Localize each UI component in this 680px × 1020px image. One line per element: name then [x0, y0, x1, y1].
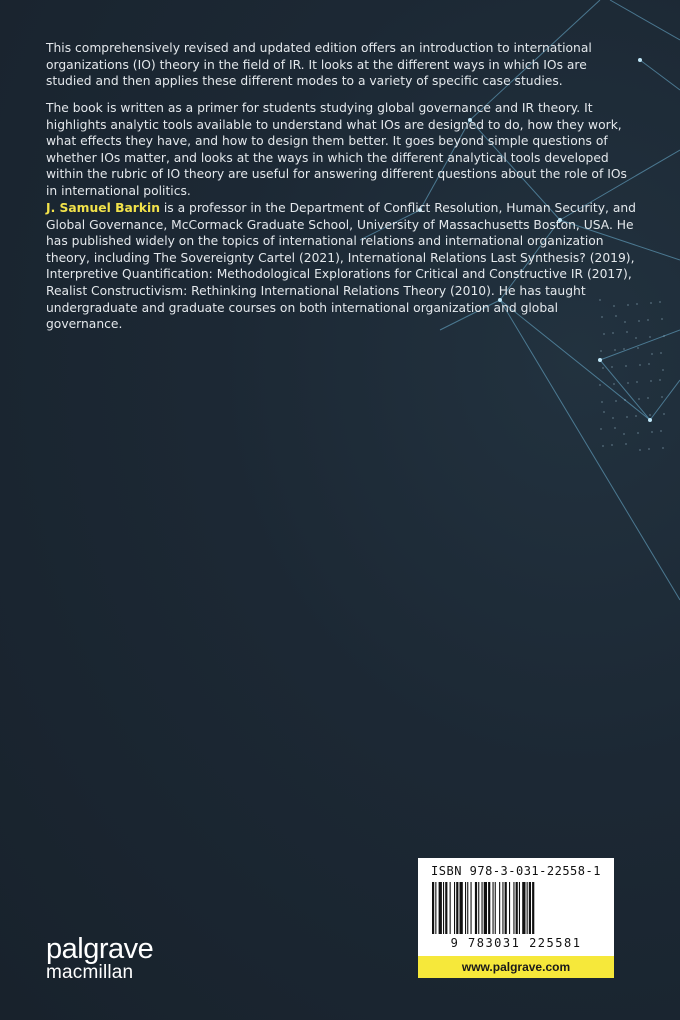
texture-dot	[663, 413, 665, 415]
texture-dot	[600, 428, 602, 430]
barcode-bar	[478, 882, 479, 934]
texture-dot	[612, 417, 614, 419]
network-line	[650, 380, 680, 420]
network-line	[610, 0, 680, 40]
description-paragraph-2: The book is written as a primer for students studying global governance and IR theory. It highlights analytic tools available to understand what IOs are designed to do, how they work, what effects they have, and how to design them better. It goes beyond simple questions of whether IOs matter, and looks at the ways in which the different analytical tools developed within the rubric of IO theory are useful for answering different questions about the role of IOs in international politics.	[46, 101, 627, 198]
texture-dot	[601, 401, 603, 403]
texture-dot	[661, 318, 663, 320]
barcode-bar	[443, 882, 444, 934]
texture-dot	[650, 302, 652, 304]
texture-dot	[638, 320, 640, 322]
texture-dot	[614, 349, 616, 351]
barcode-bar	[532, 882, 534, 934]
texture-dot	[600, 350, 602, 352]
texture-dot	[626, 416, 628, 418]
texture-dot	[659, 301, 661, 303]
author-bio-paragraph	[46, 200, 636, 333]
texture-dot	[651, 353, 653, 355]
texture-dot	[611, 366, 613, 368]
barcode-bar	[519, 882, 520, 934]
texture-dot	[649, 414, 651, 416]
texture-dot	[636, 303, 638, 305]
logo-line-macmillan: macmillan	[46, 962, 134, 983]
texture-dot	[649, 336, 651, 338]
publisher-logo	[46, 935, 153, 983]
barcode-bar	[471, 882, 472, 934]
barcode-bar	[488, 882, 490, 934]
barcode-bar	[456, 882, 458, 934]
texture-dot	[638, 398, 640, 400]
texture-dot	[635, 337, 637, 339]
author-bio-text: is a professor in the Department of Conflict Resolution, Human Security, and Global Governance, McCormack Graduate School, University of Massachusetts Boston, USA. He has published widely on the topics of international relations and international organization theory, including The Sovereignty Cartel (2021), International Relations Last Synthesis? (2019), Interpretive Quantification: Methodological Explorations for Critical and Constructive IR (2017), Realist Constructivism: Rethinking International Relations Theory (2010). He has taught undergraduate and graduate courses on both international organization and global governance.	[46, 201, 636, 332]
description-paragraph-1: This comprehensively revised and updated edition offers an introduction to international organizations (IO) theory in the field of IR. It looks at the different ways in which IOs are studied and then applies these different modes to a variety of specific case studies.	[46, 41, 592, 89]
author-name: J. Samuel Barkin	[46, 201, 160, 215]
network-line	[500, 300, 680, 600]
texture-dot	[636, 381, 638, 383]
barcode-bar	[522, 882, 525, 934]
barcode-bar	[435, 882, 436, 934]
texture-dot	[611, 444, 613, 446]
network-line	[600, 330, 680, 360]
barcode-bar	[450, 882, 451, 934]
network-line	[640, 60, 680, 90]
texture-dot	[639, 364, 641, 366]
barcode-icon	[432, 882, 602, 934]
barcode-bar	[516, 882, 518, 934]
barcode-bar	[432, 882, 434, 934]
network-node	[598, 358, 602, 362]
texture-dot	[602, 445, 604, 447]
publisher-website: www.palgrave.com	[418, 956, 614, 978]
barcode-bar	[493, 882, 494, 934]
barcode-bar	[505, 882, 507, 934]
barcode-bar	[465, 882, 466, 934]
texture-dot	[603, 333, 605, 335]
barcode-bar	[445, 882, 447, 934]
barcode-bar	[454, 882, 455, 934]
barcode-bar	[482, 882, 483, 934]
texture-dot	[661, 396, 663, 398]
network-node	[638, 58, 642, 62]
texture-dot	[602, 367, 604, 369]
texture-dot	[663, 335, 665, 337]
texture-dot	[639, 449, 641, 451]
texture-dot	[651, 431, 653, 433]
barcode-bar	[499, 882, 500, 934]
texture-dot	[603, 411, 605, 413]
texture-dot	[627, 382, 629, 384]
texture-dot	[625, 365, 627, 367]
logo-line-palgrave: palgrave	[46, 933, 154, 965]
texture-dot	[635, 415, 637, 417]
isbn-label: ISBN 978-3-031-22558-1	[431, 864, 601, 878]
barcode-bar	[529, 882, 531, 934]
texture-dot	[662, 447, 664, 449]
texture-dot	[615, 400, 617, 402]
texture-dot	[614, 427, 616, 429]
barcode-bar	[484, 882, 487, 934]
barcode-box	[418, 858, 614, 956]
texture-dot	[637, 347, 639, 349]
texture-dot	[624, 399, 626, 401]
barcode-bar	[495, 882, 496, 934]
texture-dot	[647, 397, 649, 399]
texture-dot	[648, 448, 650, 450]
barcode-bar	[439, 882, 442, 934]
barcode-bar	[467, 882, 468, 934]
texture-dot	[662, 369, 664, 371]
texture-dot	[637, 432, 639, 434]
barcode-bar	[527, 882, 528, 934]
barcode-bar	[502, 882, 503, 934]
barcode-digits: 9 783031 225581	[450, 936, 582, 950]
barcode-bar	[513, 882, 514, 934]
network-line	[600, 360, 650, 420]
texture-dot	[647, 319, 649, 321]
texture-dot	[623, 433, 625, 435]
texture-dot	[613, 383, 615, 385]
barcode-bar	[475, 882, 477, 934]
texture-dot	[660, 352, 662, 354]
network-node	[648, 418, 652, 422]
texture-dot	[599, 384, 601, 386]
texture-dot	[625, 443, 627, 445]
texture-dot	[648, 363, 650, 365]
barcode-bar	[509, 882, 510, 934]
texture-dot	[623, 348, 625, 350]
texture-dot	[650, 380, 652, 382]
barcode-bar	[460, 882, 463, 934]
texture-dot	[659, 379, 661, 381]
texture-dot	[660, 430, 662, 432]
